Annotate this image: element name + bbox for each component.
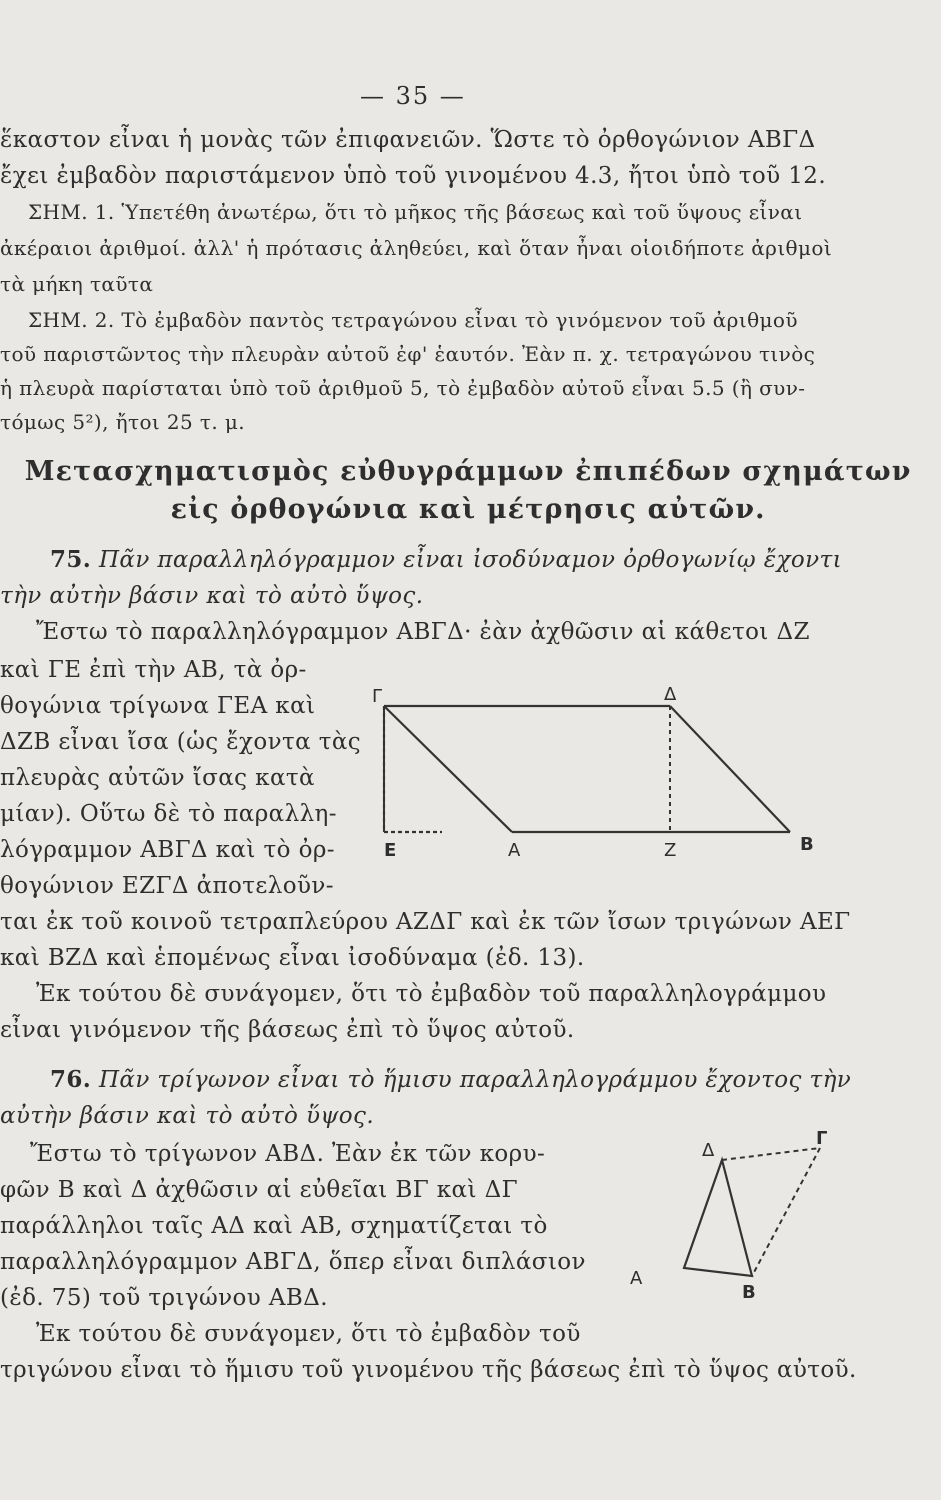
side-delta-beta — [670, 706, 790, 832]
paragraph-number: 76. — [50, 1066, 92, 1093]
text-line: θογώνια τρίγωνα ΓΕΑ καὶ — [0, 693, 316, 719]
triangle-abd — [684, 1160, 752, 1276]
theorem-text: Πᾶν τρίγωνον εἶναι τὸ ἥμισυ παραλληλογράμμου ἔχοντος τὴν — [98, 1067, 852, 1093]
text-line: ΔΖΒ εἶναι ἴσα (ὡς ἔχοντα τὰς — [0, 729, 362, 755]
text-line: ἕκαστον εἶναι ἡ μονὰς τῶν ἐπιφανειῶν. Ὥστε τὸ ὀρθογώνιον ΑΒΓΔ — [0, 127, 816, 153]
theorem-76-line1 — [50, 1066, 851, 1094]
theorem-76-line2: αὐτὴν βάσιν καὶ τὸ αὐτὸ ὕψος. — [0, 1103, 375, 1129]
text-line: φῶν Β καὶ Δ ἀχθῶσιν αἱ εὐθεῖαι ΒΓ καὶ ΔΓ — [0, 1177, 518, 1203]
label-alpha: Α — [508, 840, 521, 861]
text-line: Ἐκ τούτου δὲ συνάγομεν, ὅτι τὸ ἐμβαδὸν τοῦ — [36, 1321, 581, 1347]
triangle-figure — [620, 1120, 840, 1303]
text-line: μίαν). Οὕτω δὲ τὸ παραλλη- — [0, 801, 337, 827]
text-line: καὶ ΓΕ ἐπὶ τὴν ΑΒ, τὰ ὀρ- — [0, 657, 307, 683]
text-line: παραλληλόγραμμον ΑΒΓΔ, ὅπερ εἶναι διπλάσιον — [0, 1249, 586, 1275]
text-line: Ἔστω τὸ τρίγωνον ΑΒΔ. Ἐὰν ἐκ τῶν κορυ- — [30, 1141, 546, 1167]
side-gamma-alpha — [384, 706, 512, 832]
theorem-text: Πᾶν παραλληλόγραμμον εἶναι ἰσοδύναμον ὀρθογωνίῳ ἔχοντι — [98, 547, 842, 573]
rectangle-outline — [384, 706, 442, 832]
theorem-75-line1 — [50, 546, 842, 574]
text-line: εἶναι γινόμενον τῆς βάσεως ἐπὶ τὸ ὕψος αὐτοῦ. — [0, 1017, 575, 1043]
note-line: ΣΗΜ. 1. Ὑπετέθη ἀνωτέρω, ὅτι τὸ μῆκος τῆς βάσεως καὶ τοῦ ὕψους εἶναι — [28, 200, 803, 224]
note-line: τοῦ παριστῶντος τὴν πλευρὰν αὐτοῦ ἐφ' ἑαυτόν. Ἐὰν π. χ. τετραγώνου τινὸς — [0, 342, 816, 366]
text-line: παράλληλοι ταῖς ΑΔ καὶ ΑΒ, σχηματίζεται τὸ — [0, 1213, 548, 1239]
text-line: τριγώνου εἶναι τὸ ἥμισυ τοῦ γινομένου τῆς βάσεως ἐπὶ τὸ ὕψος αὐτοῦ. — [0, 1357, 857, 1383]
label-epsilon: Ε — [384, 840, 397, 861]
paragraph-number: 75. — [50, 546, 92, 573]
parallelogram-figure — [370, 670, 830, 890]
theorem-75-line2: τὴν αὐτὴν βάσιν καὶ τὸ αὐτὸ ὕψος. — [0, 583, 424, 609]
label-gamma: Γ — [372, 686, 383, 707]
label-delta: Δ — [664, 684, 677, 705]
label-gamma: Γ — [816, 1128, 828, 1149]
label-beta: Β — [742, 1282, 756, 1303]
note-line: τὰ μήκη ταῦτα — [0, 272, 154, 296]
section-heading-line1: Μετασχηματισμὸς εὐθυγράμμων ἐπιπέδων σχημάτων — [24, 456, 912, 487]
note-line: ἡ πλευρὰ παρίσταται ὑπὸ τοῦ ἀριθμοῦ 5, τὸ ἐμβαδὸν αὐτοῦ εἶναι 5.5 (ἢ συν- — [0, 376, 806, 400]
note-line: ΣΗΜ. 2. Τὸ ἐμβαδὸν παντὸς τετραγώνου εἶναι τὸ γινόμενον τοῦ ἀριθμοῦ — [28, 308, 798, 332]
text-line: καὶ ΒΖΔ καὶ ἑπομένως εἶναι ἰσοδύναμα (ἐδ. 13). — [0, 945, 585, 971]
line-delta-gamma — [722, 1148, 820, 1160]
label-delta: Δ — [702, 1140, 715, 1161]
text-line: πλευρὰς αὐτῶν ἴσας κατὰ — [0, 765, 315, 791]
label-beta: Β — [800, 834, 814, 855]
text-line: ἔχει ἐμβαδὸν παριστάμενον ὑπὸ τοῦ γινομένου 4.3, ἤτοι ὑπὸ τοῦ 12. — [0, 163, 827, 189]
text-line: λόγραμμον ΑΒΓΔ καὶ τὸ ὀρ- — [0, 837, 335, 863]
note-line: τόμως 5²), ἤτοι 25 τ. μ. — [0, 410, 246, 434]
text-line: θογώνιον ΕΖΓΔ ἀποτελοῦν- — [0, 873, 334, 899]
text-line: (ἐδ. 75) τοῦ τριγώνου ΑΒΔ. — [0, 1285, 328, 1311]
line-gamma-beta — [752, 1148, 820, 1276]
page-number: — 35 — — [360, 82, 466, 110]
text-line: ται ἐκ τοῦ κοινοῦ τετραπλεύρου ΑΖΔΓ καὶ ἐκ τῶν ἴσων τριγώνων ΑΕΓ — [0, 909, 851, 935]
text-line: Ἔστω τὸ παραλληλόγραμμον ΑΒΓΔ· ἐὰν ἀχθῶσιν αἱ κάθετοι ΔΖ — [36, 619, 810, 645]
label-alpha: Α — [630, 1268, 643, 1289]
label-zeta: Ζ — [664, 840, 677, 861]
section-heading-line2: εἰς ὀρθογώνια καὶ μέτρησις αὐτῶν. — [170, 494, 766, 525]
note-line: ἀκέραιοι ἀριθμοί. ἀλλ' ἡ πρότασις ἀληθεύει, καὶ ὅταν ἦναι οἱοιδήποτε ἀριθμοὶ — [0, 236, 833, 260]
text-line: Ἐκ τούτου δὲ συνάγομεν, ὅτι τὸ ἐμβαδὸν τοῦ παραλληλογράμμου — [36, 981, 827, 1007]
